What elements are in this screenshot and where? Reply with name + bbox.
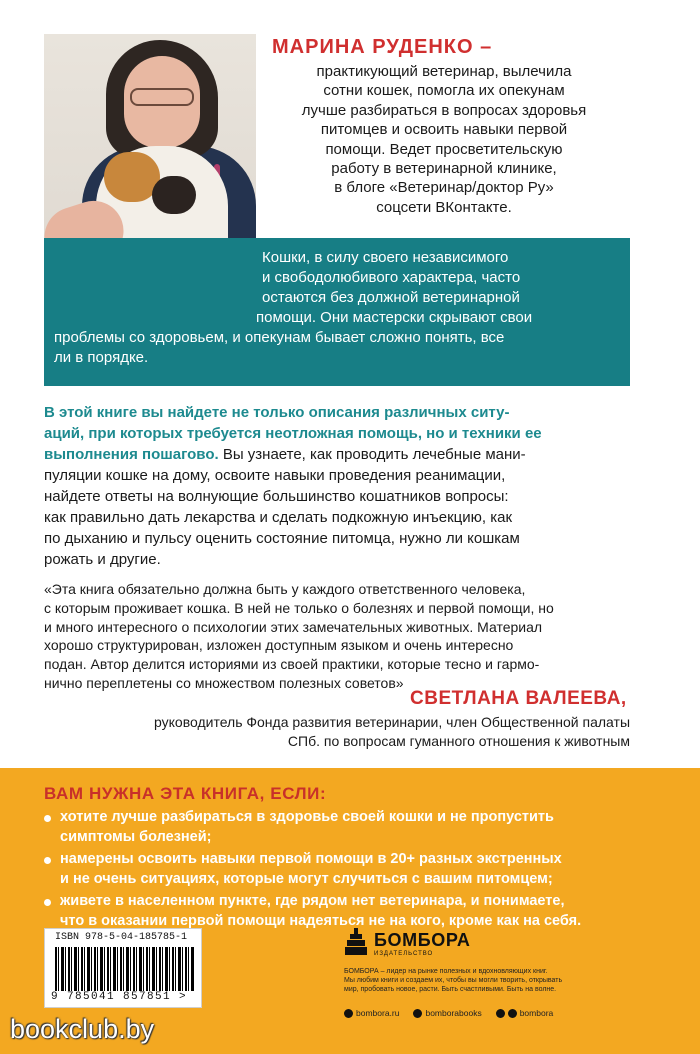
bullet-icon	[44, 899, 51, 906]
publisher-name: БОМБОРА	[374, 930, 471, 950]
youtube-icon	[508, 1009, 517, 1018]
barcode	[44, 928, 202, 1008]
publisher-subtitle: ИЗДАТЕЛЬСТВО	[374, 951, 434, 957]
publisher-description: БОМБОРА – лидер на рынке полезных и вдохновляющих книг. Мы любим книги и создаем их, чтобы вы могли творить, открывать мир, пробовать новое, расти. Быть счастливыми. Быть на волне.	[344, 968, 563, 993]
vk-icon	[496, 1009, 505, 1018]
social-links	[344, 1008, 553, 1018]
quote-author: СВЕТЛАНА ВАЛЕЕВА,	[410, 688, 627, 709]
social-bombora[interactable]: bombora	[496, 1008, 554, 1018]
teal-text: Кошки, в силу своего независимого и свободолюбивого характера, часто остаются без должной ветеринарной помощи. Они мастерски скрывают свои проблемы со здоровьем, и опекунам бывает сложно понять, все ли в порядке.	[54, 249, 533, 366]
barcode-bars	[55, 947, 195, 991]
quote-author-role: руководитель Фонда развития ветеринарии, член Общественной палаты СПб. по вопросам гуманного отношения к животным	[154, 714, 630, 749]
barcode-digits: 9 785041 857851 >	[51, 991, 188, 1003]
list-item: намерены освоить навыки первой помощи в 20+ разных экстренных и не очень ситуациях, которые могут случиться с вашим питомцем;	[44, 850, 644, 889]
watermark: bookclub.by	[10, 1014, 155, 1044]
bullet-icon	[44, 815, 51, 822]
need-title: ВАМ НУЖНА ЭТА КНИГА, ЕСЛИ:	[44, 784, 327, 803]
review-quote: «Эта книга обязательно должна быть у каждого ответственного человека, с которым проживает кошка. В ней не только о болезнях и первой помощи, но и много интересного о психологии этих замечательных животных. Материал хорошо структурирован, изложен доступным языком и очень интересно подан. Автор делится историями из своей практики, которые тесно и гармо- нично переплетены со множеством полезных советов»	[44, 581, 554, 691]
need-list	[44, 808, 644, 934]
list-item: хотите лучше разбираться в здоровье своей кошки и не пропустить симптомы болезней;	[44, 808, 644, 847]
social-site[interactable]: bombora.ru	[344, 1008, 399, 1018]
isbn-text: ISBN 978-5-04-185785-1	[55, 932, 188, 943]
author-bio: практикующий ветеринар, вылечила сотни кошек, помогла их опекунам лучше разбираться в вопросах здоровья питомцев и освоить навыки первой помощи. Ведет просветительскую работу в ветеринарной клинике, в блоге «Ветеринар/доктор Ру» соцсети ВКонтакте.	[301, 63, 587, 216]
bullet-icon	[44, 857, 51, 864]
telegram-icon	[413, 1009, 422, 1018]
intro-paragraph: В этой книге вы найдете не только описания различных ситу- аций, при которых требуется неотложная помощь, но и техники ее выполнения пошагово. Вы узнаете, как проводить лечебные мани- пуляции кошке на дому, освоите навыки проведения реанимации, найдете ответы на волнующие большинство кошатников вопросы: как правильно дать лекарства и сделать подкожную инъекцию, как по дыханию и пульсу оценить состояние питомца, нужно ли кошкам рожать и другие.	[44, 404, 542, 568]
social-books[interactable]: bomborabooks	[413, 1008, 481, 1018]
globe-icon	[344, 1009, 353, 1018]
list-item: живете в населенном пункте, где рядом нет ветеринара, и понимаете, что в оказании первой помощи надеяться не на кого, кроме как на себя.	[44, 892, 644, 931]
author-name: МАРИНА РУДЕНКО –	[272, 36, 493, 58]
